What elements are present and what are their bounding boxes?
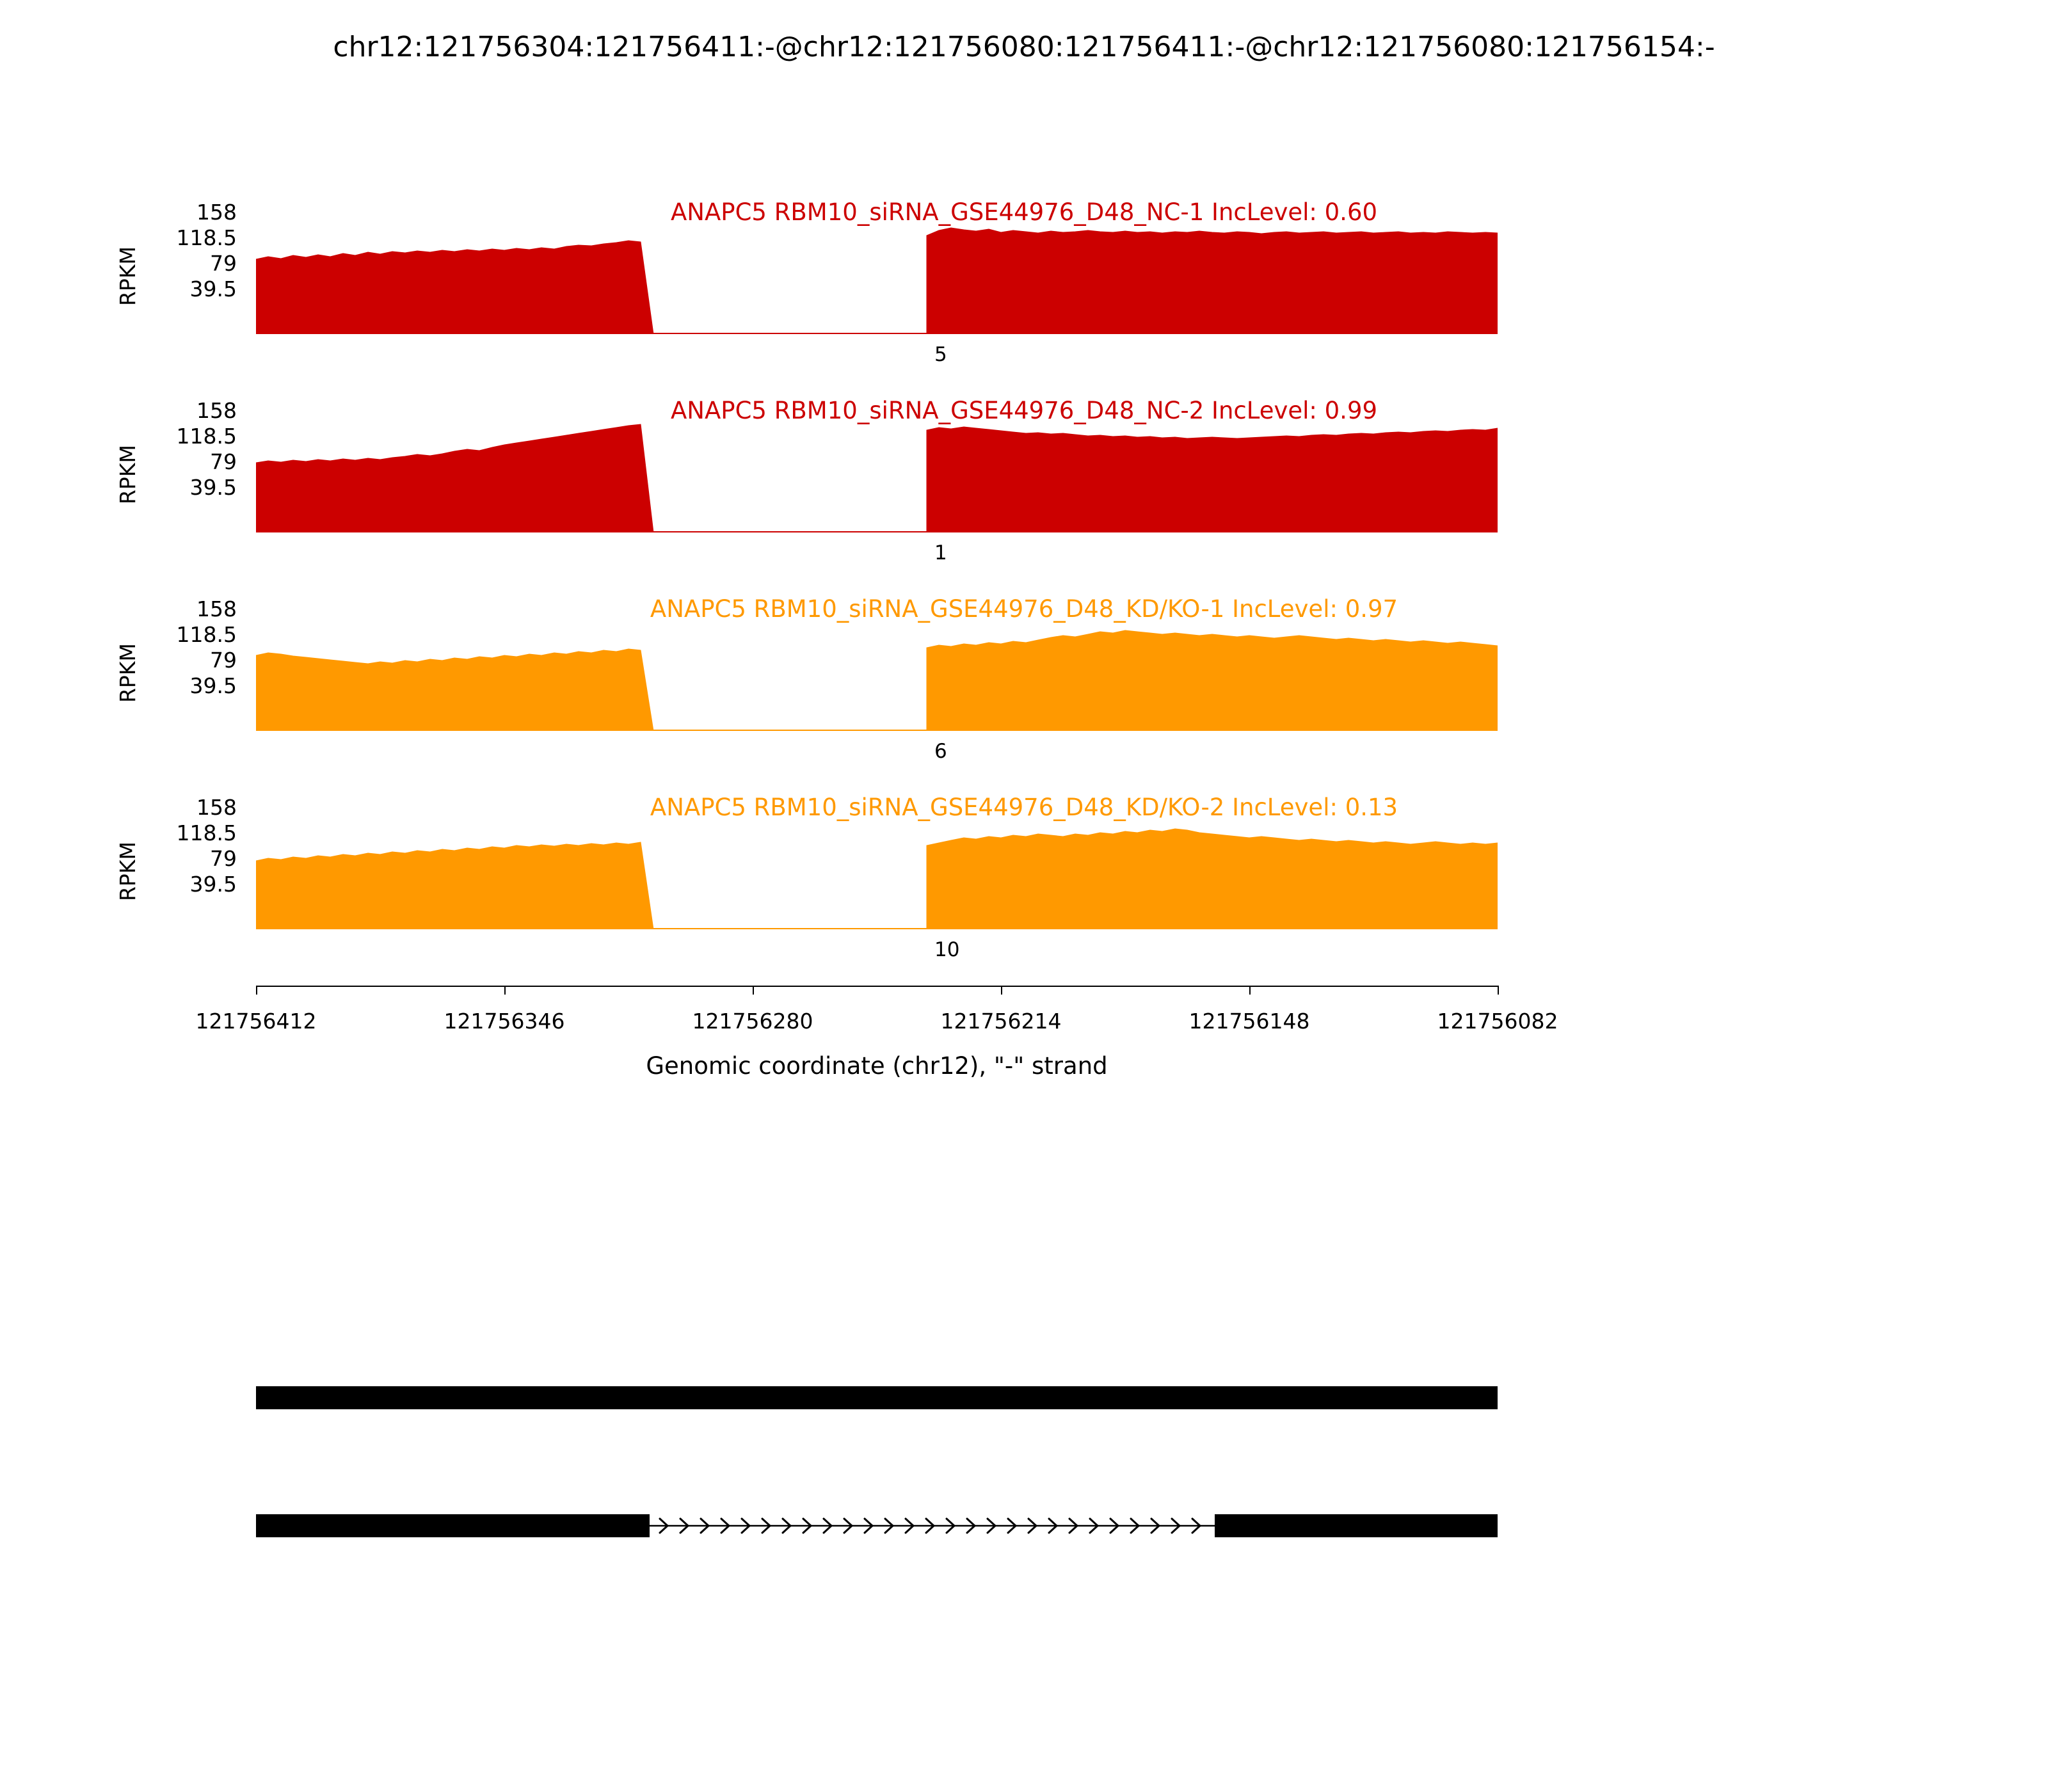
y-tick-3-0: 158: [196, 596, 237, 621]
exon-block: [256, 1514, 650, 1537]
y-tick-3-3: 39.5: [189, 673, 237, 698]
x-tick-mark-1: [504, 986, 506, 995]
y-tick-3-2: 79: [210, 648, 237, 673]
y-tick-3-1: 118.5: [176, 622, 237, 647]
y-tick-2-2: 79: [210, 449, 237, 474]
y-tick-4-1: 118.5: [176, 820, 237, 845]
coverage-area-4: [256, 801, 1498, 929]
coverage-track-4: [0, 787, 2048, 961]
y-tick-4-2: 79: [210, 846, 237, 871]
gene-model-svg-1: [256, 1382, 1498, 1413]
junction-count-3: 6: [928, 740, 954, 763]
coverage-path-4b: [927, 829, 1498, 929]
y-tick-4-0: 158: [196, 795, 237, 820]
coverage-track-1: [0, 192, 2048, 366]
coverage-svg-4: [256, 801, 1498, 929]
y-tick-1-2: 79: [210, 251, 237, 276]
x-tick-label-2: 121756280: [692, 1009, 813, 1034]
intron-baseline-2: [653, 531, 927, 532]
track-title-1: ANAPC5 RBM10_siRNA_GSE44976_D48_NC-1 IncLevel: 0.60: [670, 198, 1378, 226]
x-tick-mark-5: [1498, 986, 1499, 995]
exon-block: [256, 1386, 1498, 1409]
x-tick-label-1: 121756346: [444, 1009, 565, 1034]
gene-model-inclusion: [256, 1382, 1498, 1413]
x-tick-label-5: 121756082: [1437, 1009, 1558, 1034]
y-tick-2-0: 158: [196, 398, 237, 423]
coverage-path-4: [256, 842, 653, 929]
coverage-path-1: [256, 241, 653, 334]
y-axis-label-2: RPKM: [115, 445, 140, 504]
track-title-4: ANAPC5 RBM10_siRNA_GSE44976_D48_KD/KO-2 IncLevel: 0.13: [650, 794, 1398, 821]
x-tick-mark-3: [1001, 986, 1002, 995]
junction-count-1: 5: [928, 343, 954, 366]
page-title: chr12:121756304:121756411:-@chr12:121756080:121756411:-@chr12:121756080:121756154:-: [333, 31, 1715, 63]
y-tick-1-0: 158: [196, 200, 237, 225]
coverage-track-2: [0, 390, 2048, 564]
y-tick-2-1: 118.5: [176, 424, 237, 449]
gene-model-svg-2: [256, 1510, 1498, 1541]
x-axis-line: [256, 986, 1498, 987]
coverage-svg-3: [256, 603, 1498, 731]
y-axis-label-3: RPKM: [115, 643, 140, 703]
junction-count-2: 1: [928, 541, 954, 564]
track-title-3: ANAPC5 RBM10_siRNA_GSE44976_D48_KD/KO-1 IncLevel: 0.97: [650, 595, 1398, 623]
intron-baseline-3: [653, 730, 927, 731]
coverage-path-3b: [927, 630, 1498, 731]
coverage-path-3: [256, 649, 653, 731]
coverage-area-1: [256, 206, 1498, 334]
junction-count-4: 10: [928, 938, 966, 961]
coverage-svg-1: [256, 206, 1498, 334]
coverage-path-2: [256, 424, 653, 532]
x-tick-label-4: 121756148: [1188, 1009, 1310, 1034]
intron-baseline-1: [653, 333, 927, 334]
coverage-track-3: [0, 589, 2048, 763]
x-tick-label-3: 121756214: [940, 1009, 1062, 1034]
gene-model-skipping: [256, 1510, 1498, 1541]
x-tick-mark-2: [753, 986, 754, 995]
y-tick-1-1: 118.5: [176, 225, 237, 250]
coverage-area-2: [256, 404, 1498, 532]
coverage-svg-2: [256, 404, 1498, 532]
exon-block: [1215, 1514, 1498, 1537]
y-axis-label-1: RPKM: [115, 246, 140, 306]
coverage-path-2b: [927, 427, 1498, 532]
x-tick-mark-4: [1249, 986, 1251, 995]
intron-baseline-4: [653, 928, 927, 929]
y-axis-label-4: RPKM: [115, 842, 140, 901]
x-tick-label-0: 121756412: [195, 1009, 317, 1034]
coverage-area-3: [256, 603, 1498, 731]
y-tick-2-3: 39.5: [189, 475, 237, 500]
x-axis-title: Genomic coordinate (chr12), "-" strand: [646, 1052, 1108, 1080]
y-tick-4-3: 39.5: [189, 872, 237, 897]
x-tick-mark-0: [256, 986, 257, 995]
y-tick-1-3: 39.5: [189, 276, 237, 301]
coverage-path-group-1: [256, 228, 1498, 334]
track-title-2: ANAPC5 RBM10_siRNA_GSE44976_D48_NC-2 IncLevel: 0.99: [670, 397, 1378, 424]
coverage-path-1b: [927, 228, 1498, 334]
